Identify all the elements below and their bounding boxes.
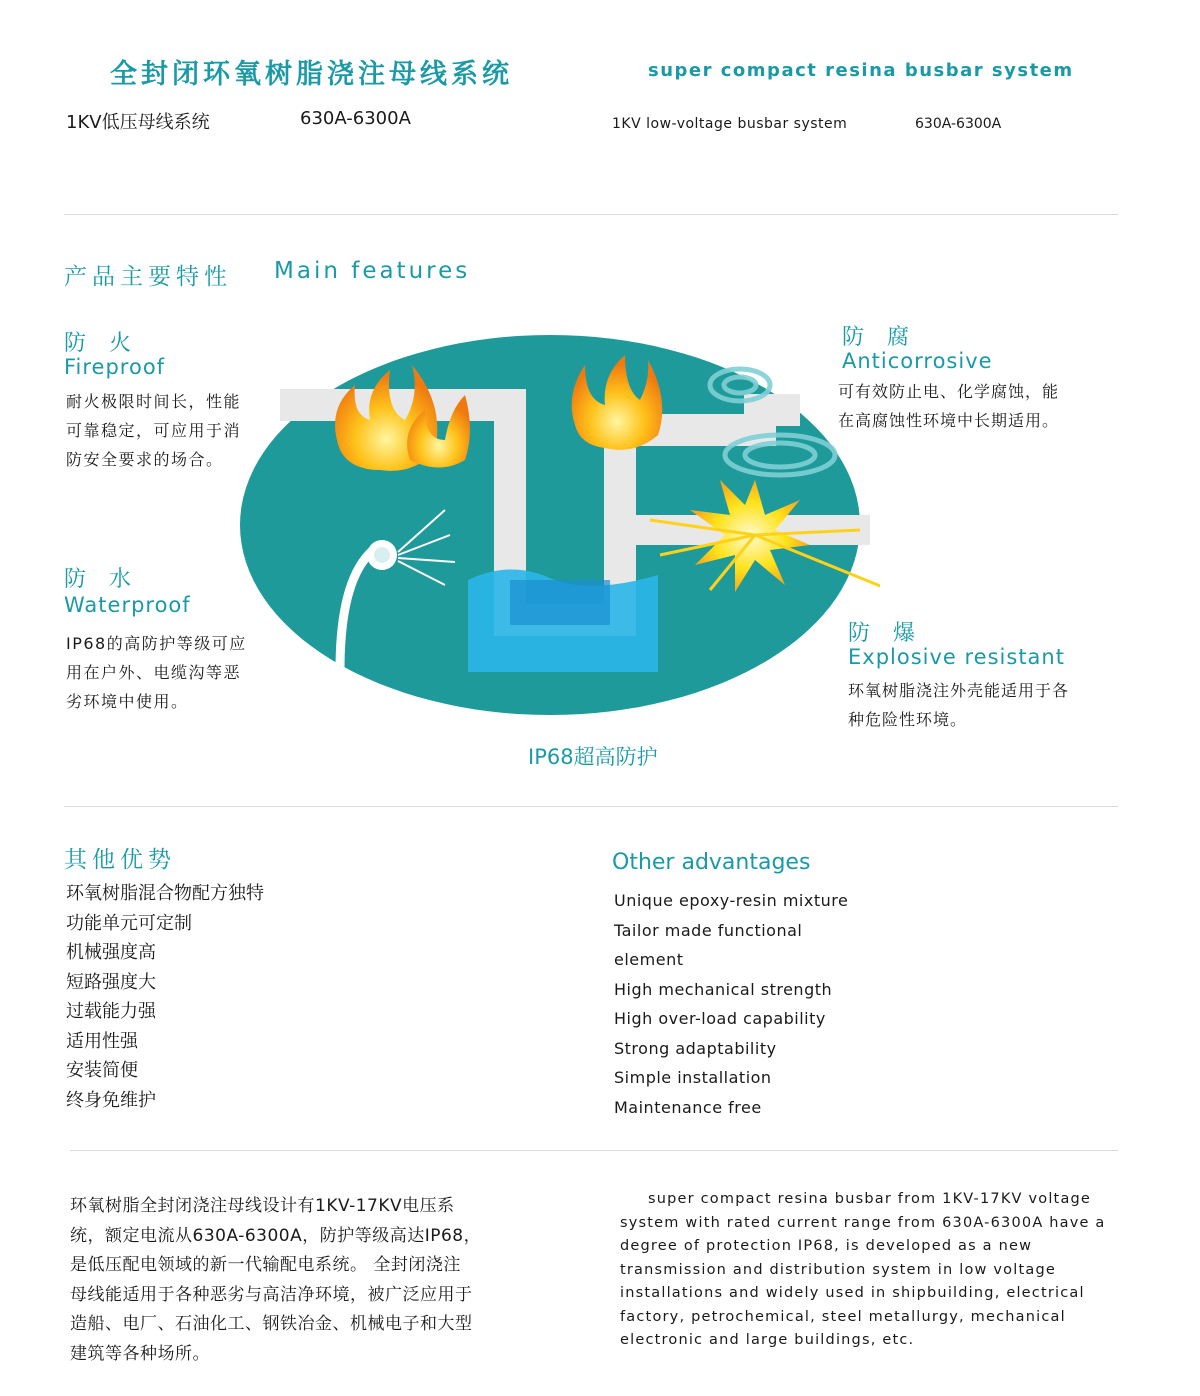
explosive-desc: 环氧树脂浇注外壳能适用于各 种危险性环境。: [848, 681, 1070, 729]
list-item: 短路强度大: [66, 971, 156, 993]
list-item: 适用性强: [66, 1030, 138, 1052]
waterproof-title-en: Waterproof: [64, 593, 191, 617]
page-title-cn: 全封闭环氧树脂浇注母线系统: [110, 59, 513, 90]
anticorrosive-title-en: Anticorrosive: [842, 349, 993, 373]
list-item: High over-load capability: [614, 1009, 826, 1028]
list-item: Unique epoxy-resin mixture: [614, 891, 849, 910]
list-item: 环氧树脂混合物配方独特: [66, 883, 264, 904]
anticorrosive-title-cn: 防 腐: [842, 325, 917, 350]
ip68-caption: IP68超高防护: [528, 745, 658, 769]
page-title-en: super compact resina busbar system: [648, 60, 1074, 81]
subtitle-en-system: 1KV low-voltage busbar system: [612, 116, 848, 132]
summary-en: super compact resina busbar from 1KV-17KV voltage system with rated current range from 630A-6300A have a degree of protection IP68, is developed as a new transmission and distribution system in low voltage installations and widely used in shipbuilding, electrical factory, petrochemical, steel metallurgy, mechanical electronic and large buildings, etc.: [620, 1191, 1106, 1348]
subtitle-en-range: 630A-6300A: [915, 116, 1002, 132]
fireproof-title-en: Fireproof: [64, 355, 166, 379]
list-item: Simple installation: [614, 1068, 772, 1087]
subtitle-cn-range: 630A-6300A: [300, 108, 411, 129]
advantages-title-cn: 其他优势: [64, 847, 176, 873]
features-illustration: [240, 330, 880, 730]
fireproof-desc: 耐火极限时间长，性能 可靠稳定，可应用于消 防安全要求的场合。: [66, 392, 242, 469]
list-item: 终身免维护: [66, 1089, 156, 1111]
divider: [64, 214, 1118, 215]
list-item: 安装简便: [66, 1060, 138, 1081]
explosive-title-en: Explosive resistant: [848, 645, 1065, 669]
list-item: Tailor made functional: [614, 920, 803, 940]
features-title-cn: 产品主要特性: [64, 264, 232, 290]
list-item: 过载能力强: [66, 1001, 156, 1022]
features-title-en: Main features: [274, 258, 471, 284]
anticorrosive-desc: 可有效防止电、化学腐蚀，能 在高腐蚀性环境中长期适用。: [838, 382, 1060, 430]
list-item: 功能单元可定制: [66, 912, 192, 934]
advantages-list-en: [614, 886, 848, 1122]
list-item: High mechanical strength: [614, 979, 833, 999]
subtitle-cn-system: 1KV低压母线系统: [66, 112, 210, 133]
list-item: Maintenance free: [614, 1097, 762, 1117]
advantages-title-en: Other advantages: [612, 850, 811, 875]
divider: [64, 806, 1118, 807]
waterproof-desc: IP68的高防护等级可应 用在户外、电缆沟等恶 劣环境中使用。: [66, 634, 247, 711]
summary-cn: 环氧树脂全封闭浇注母线设计有1KV-17KV电压系 统，额定电流从630A-6300A，防护等级高达IP68， 是低压配电领域的新一代输配电系统。 全封闭浇注 母线能适用于各种恶劣与高洁净环境，被广泛应用于 造船、电厂、石油化工、钢铁冶金、机械电子和大型 建筑等各种场所。: [70, 1196, 482, 1364]
divider: [70, 1150, 1118, 1151]
list-item: element: [614, 950, 684, 969]
list-item: 机械强度高: [66, 942, 156, 963]
waterproof-title-cn: 防 水: [64, 567, 139, 592]
list-item: Strong adaptability: [614, 1038, 777, 1058]
advantages-list-cn: [66, 879, 264, 1115]
explosive-title-cn: 防 爆: [848, 621, 923, 646]
fireproof-title-cn: 防 火: [64, 331, 139, 356]
